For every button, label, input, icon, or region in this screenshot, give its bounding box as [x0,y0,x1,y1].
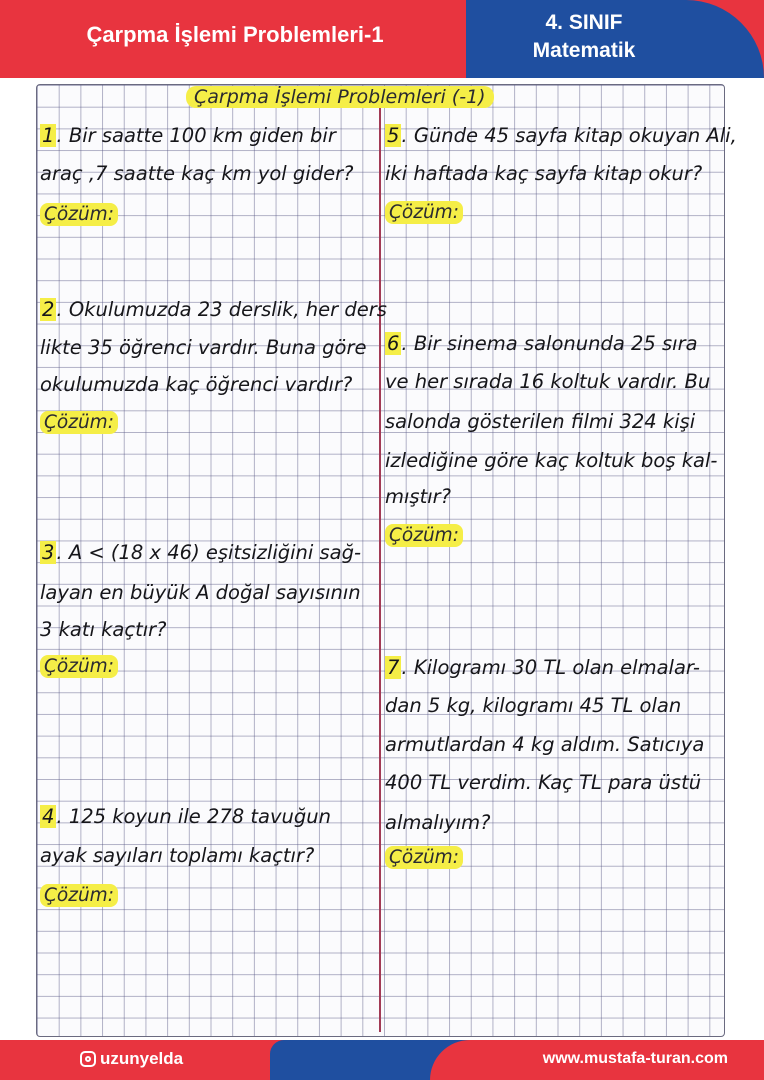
solution-label-1: Çözüm: [40,203,118,226]
problem-6-line-4: izlediğine göre kaç koltuk boş kal- [385,449,718,472]
problem-5-number: 5 [387,124,400,147]
problem-3-number: 3 [42,541,55,564]
problem-7-number: 7 [387,656,400,679]
solution-label-2: Çözüm: [40,411,118,434]
solution-label-5: Çözüm: [385,201,463,224]
problem-3-line-3: 3 katı kaçtır? [40,618,167,641]
column-divider [379,92,381,1032]
problem-7-line-4: 400 TL verdim. Kaç TL para üstü [385,771,702,794]
problem-6-number: 6 [387,332,400,355]
problem-4-line-1: 125 koyun ile 278 tavuğun [68,805,331,828]
website-link[interactable]: www.mustafa-turan.com [542,1050,728,1067]
subject-label: Matematik [532,39,636,62]
problem-2: 2 . Okulumuzda 23 derslik, her ders [42,298,387,321]
instagram-label: uzunyelda [100,1049,184,1068]
problem-5-line-2: iki haftada kaç sayfa kitap okur? [385,162,703,185]
solution-label-4: Çözüm: [40,884,118,907]
page-title: Çarpma İşlemi Problemleri (-1) [186,86,494,108]
problem-3: 3 . A < (18 x 46) eşitsizliğini sağ- [42,541,362,564]
problem-6-line-1: Bir sinema salonunda 25 sıra [413,332,698,355]
problem-5: 5 . Günde 45 sayfa kitap okuyan Ali, [387,124,737,147]
problem-1-number: 1 [42,124,55,147]
problem-1: 1 . Bir saatte 100 km giden bir [42,124,336,147]
problem-3-line-2: layan en büyük A doğal sayısının [40,581,361,604]
problem-5-line-1: Günde 45 sayfa kitap okuyan Ali, [413,124,737,147]
worksheet-title: Çarpma İşlemi Problemleri-1 [86,22,384,47]
problem-6-line-3: salonda gösterilen filmi 324 kişi [385,410,696,433]
problem-7-line-1: Kilogramı 30 TL olan elmalar- [413,656,700,679]
problem-2-number: 2 [42,298,55,321]
problem-4-line-2: ayak sayıları toplamı kaçtır? [40,844,315,867]
grade-subject [466,9,702,65]
problem-1-line-2: araç ,7 saatte kaç km yol gider? [40,162,354,185]
problem-4: 4 . 125 koyun ile 278 tavuğun [42,805,331,828]
problem-7-line-3: armutlardan 4 kg aldım. Satıcıya [385,733,705,756]
solution-label-7: Çözüm: [385,846,463,869]
grade-label: 4. SINIF [545,11,623,34]
problem-2-line-1: Okulumuzda 23 derslik, her ders [68,298,387,321]
instagram-handle[interactable] [80,1049,183,1069]
problem-2-line-2: likte 35 öğrenci vardır. Buna göre [40,336,367,359]
problem-2-line-3: okulumuzda kaç öğrenci vardır? [40,373,353,396]
problem-7-line-2: dan 5 kg, kilogramı 45 TL olan [385,694,682,717]
problem-4-number: 4 [42,805,55,828]
problem-6: 6 . Bir sinema salonunda 25 sıra [387,332,698,355]
problem-6-line-2: ve her sırada 16 koltuk vardır. Bu [385,370,711,393]
problem-6-line-5: mıştır? [385,485,452,508]
solution-label-6: Çözüm: [385,524,463,547]
problem-7: 7 . Kilogramı 30 TL olan elmalar- [387,656,700,679]
problem-1-line-1: Bir saatte 100 km giden bir [68,124,336,147]
solution-label-3: Çözüm: [40,655,118,678]
instagram-icon [80,1051,96,1067]
problem-3-line-1: A < (18 x 46) eşitsizliğini sağ- [68,541,362,564]
problem-7-line-5: almalıyım? [385,811,491,834]
